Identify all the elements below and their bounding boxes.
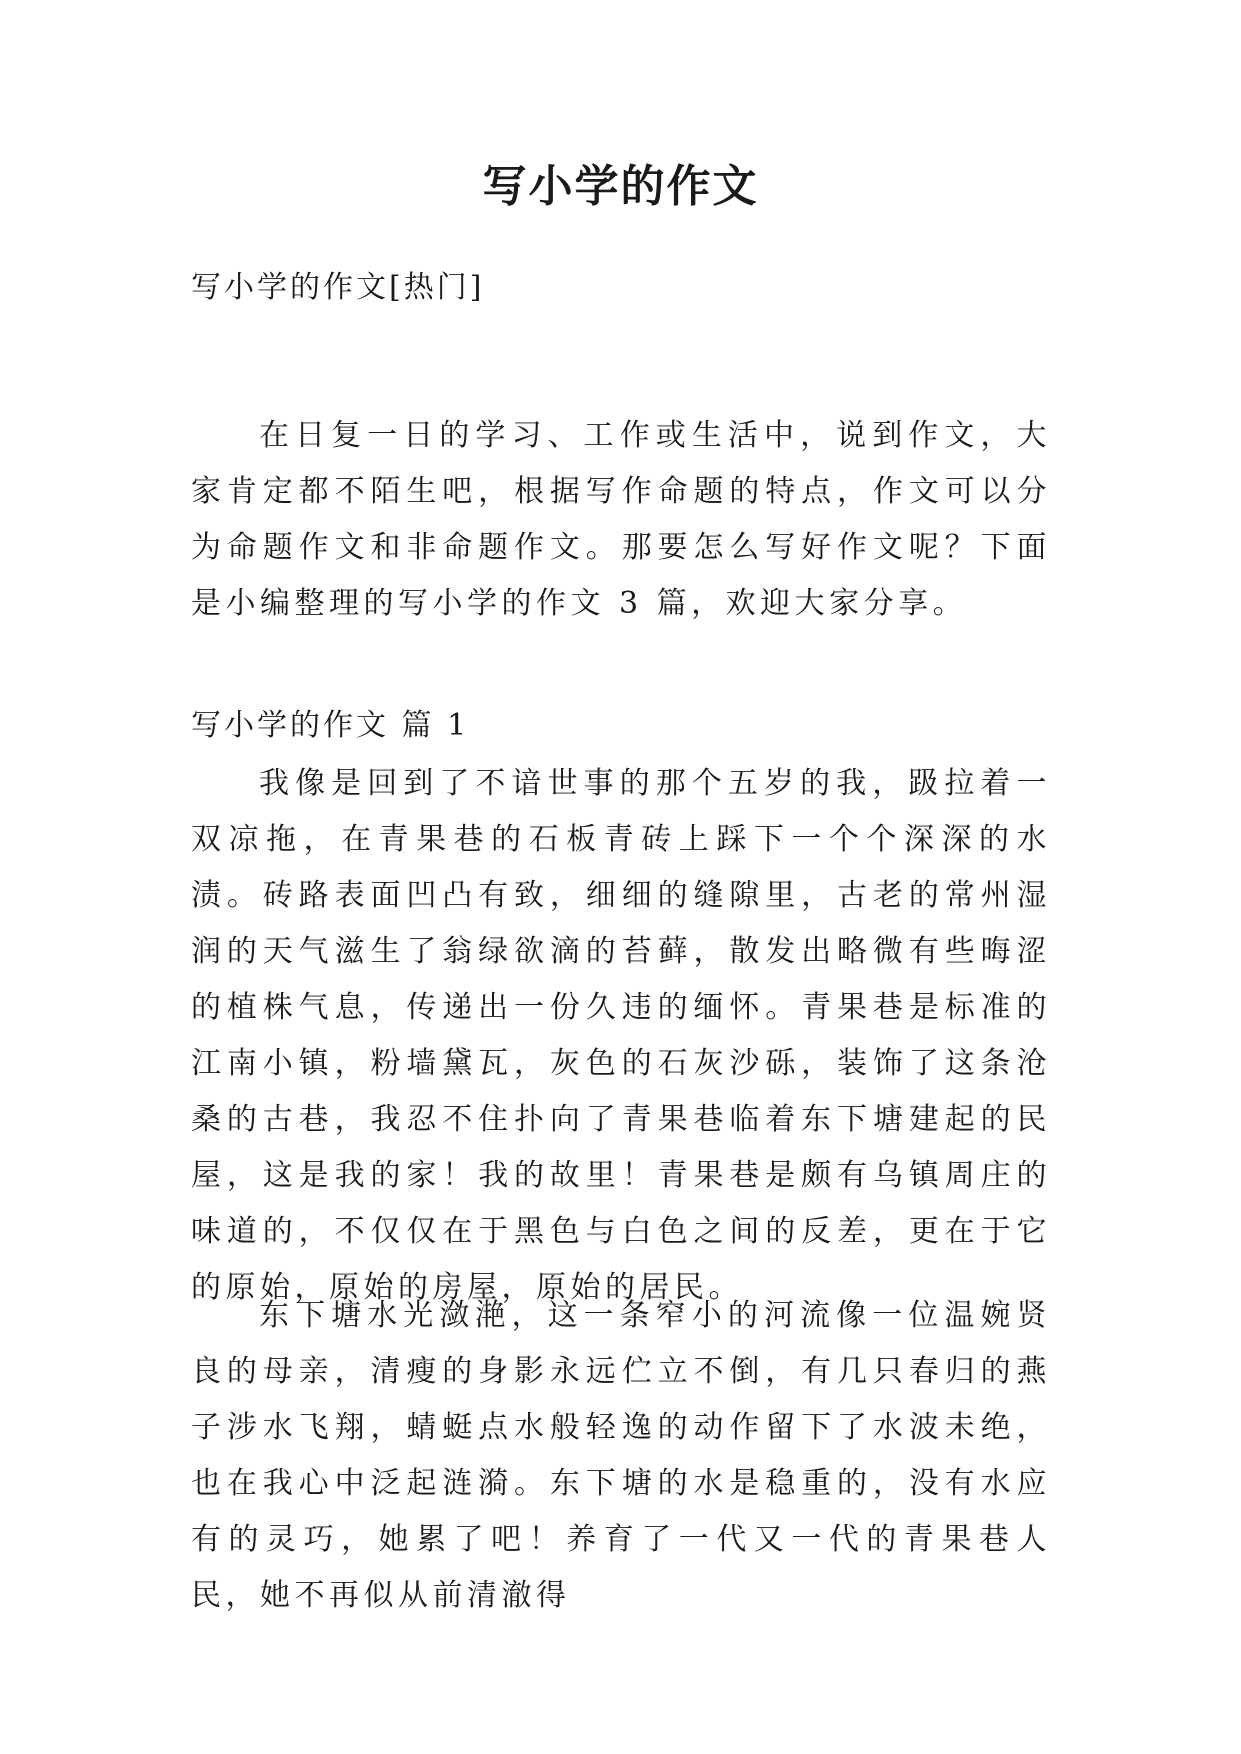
document-title: 写小学的作文 (482, 161, 759, 212)
document-subtitle: 写小学的作文[热门] (191, 270, 485, 305)
section-heading: 写小学的作文 篇 1 (191, 708, 470, 743)
intro-paragraph: 在日复一日的学习、工作或生活中，说到作文，大家肯定都不陌生吧，根据写作命题的特点，作文可以分为命题作文和非命题作文。那要怎么写好作文呢？下面是小编整理的写小学的作文 3 篇，欢迎大家分享。 (191, 418, 1051, 621)
body-paragraph-2: 东下塘水光潋滟，这一条窄小的河流像一位温婉贤良的母亲，清瘦的身影永远伫立不倒，有几只春归的燕子涉水飞翔，蜻蜓点水般轻逸的动作留下了水波未绝，也在我心中泛起涟漪。东下塘的水是稳重的，没有水应有的灵巧，她累了吧！养育了一代又一代的青果巷人民，她不再似从前清澈得 (191, 1298, 1051, 1613)
body-paragraph-1: 我像是回到了不谙世事的那个五岁的我，趿拉着一双凉拖，在青果巷的石板青砖上踩下一个个深深的水渍。砖路表面凹凸有致，细细的缝隙里，古老的常州湿润的天气滋生了翁绿欲滴的苔藓，散发出略微有些晦涩的植株气息，传递出一份久违的缅怀。青果巷是标准的江南小镇，粉墙黛瓦，灰色的石灰沙砾，装饰了这条沧桑的古巷，我忍不住扑向了青果巷临着东下塘建起的民屋，这是我的家！我的故里！青果巷是颇有乌镇周庄的味道的，不仅仅在于黑色与白色之间的反差，更在于它的原始，原始的房屋，原始的居民。 (191, 766, 1051, 1305)
